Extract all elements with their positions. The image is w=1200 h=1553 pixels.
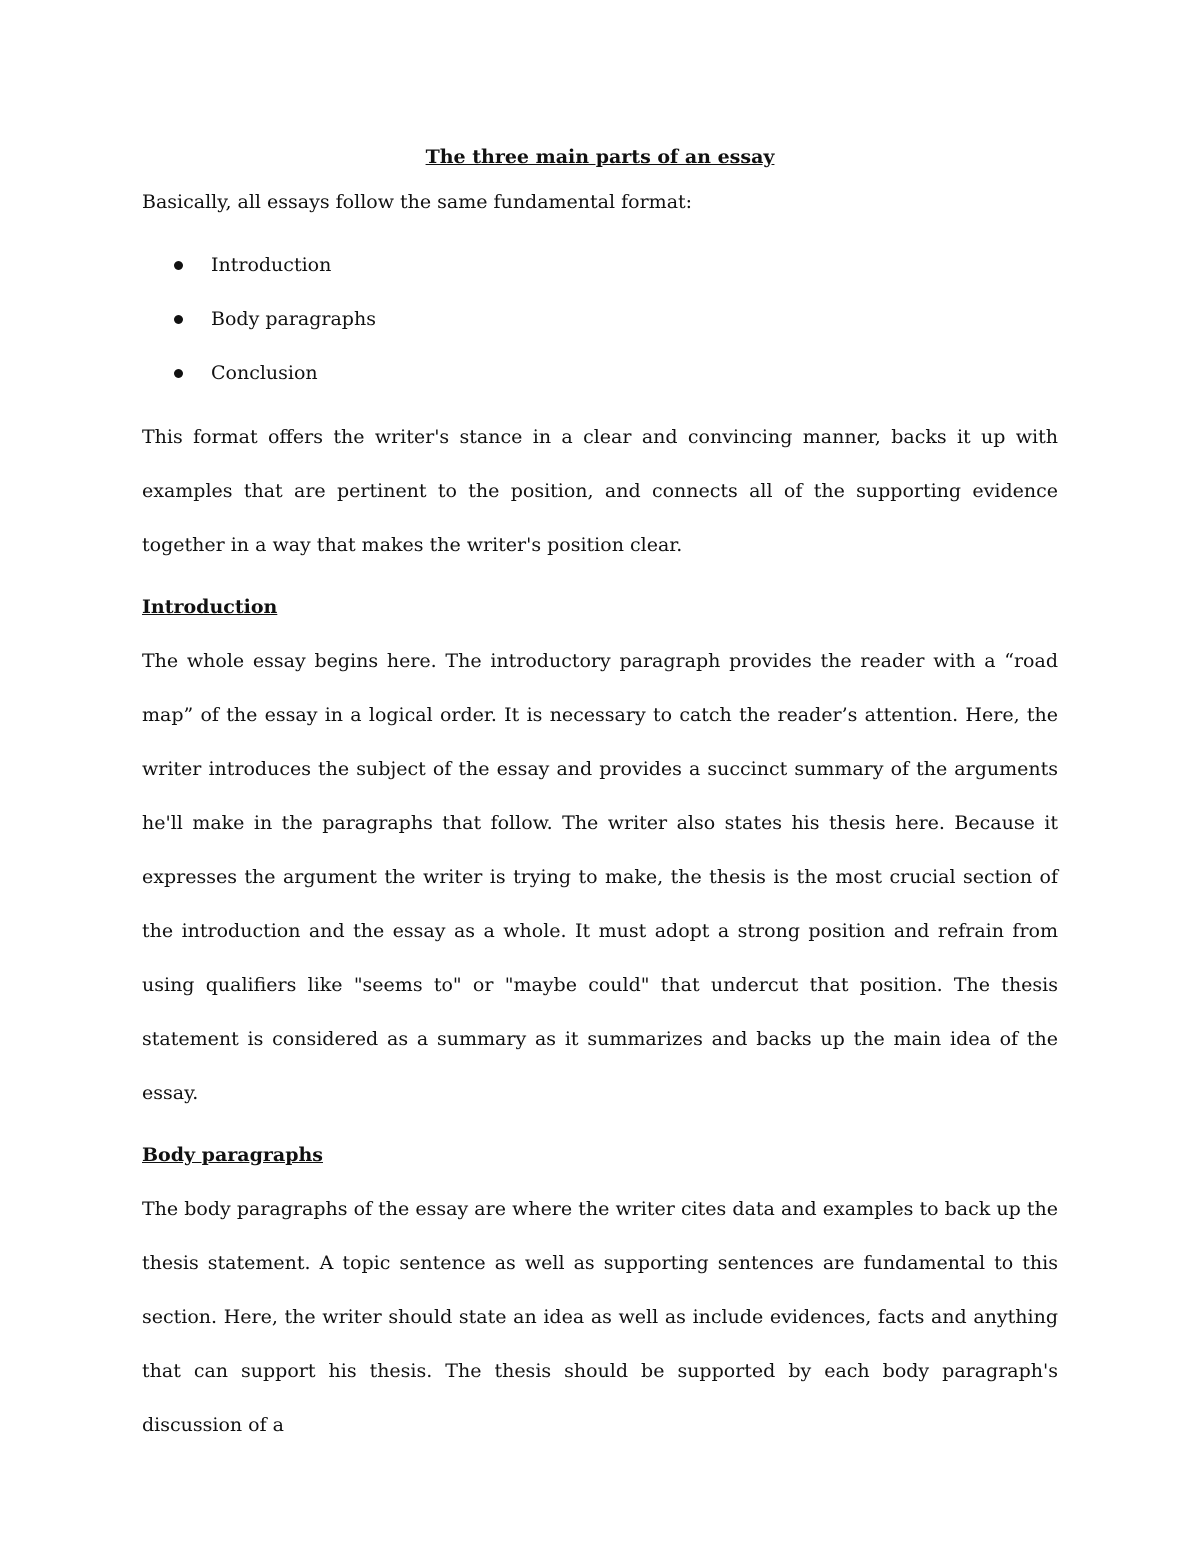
list-item-label: Body paragraphs: [211, 308, 376, 330]
bullet-icon: [174, 315, 183, 324]
parts-list: [142, 238, 1058, 400]
list-item-label: Introduction: [211, 254, 332, 276]
lead-sentence: Basically, all essays follow the same fundamental format:: [142, 191, 693, 213]
section-heading-introduction: Introduction: [142, 596, 278, 618]
body-paragraphs-paragraph: The body paragraphs of the essay are where the writer cites data and examples to back up the thesis statement. A topic sentence as well as supporting sentences are fundamental to this section. Here, the writer should state an idea as well as include evidences, facts and anything that can support his thesis. The thesis should be supported by each body paragraph's discussion of a: [142, 1198, 1058, 1436]
format-paragraph: This format offers the writer's stance in a clear and convincing manner, backs it up with examples that are pertinent to the position, and connects all of the supporting evidence together in a way that makes the writer's position clear.: [142, 426, 1058, 556]
list-item-label: Conclusion: [211, 362, 318, 384]
document-title: The three main parts of an essay: [425, 146, 775, 168]
bullet-icon: [174, 369, 183, 378]
list-item: [142, 292, 1058, 346]
list-item: [142, 238, 1058, 292]
introduction-paragraph: The whole essay begins here. The introductory paragraph provides the reader with a “road map” of the essay in a logical order. It is necessary to catch the reader’s attention. Here, the writer introduces the subject of the essay and provides a succinct summary of the arguments he'll make in the paragraphs that follow. The writer also states his thesis here. Because it expresses the argument the writer is trying to make, the thesis is the most crucial section of the introduction and the essay as a whole. It must adopt a strong position and refrain from using qualifiers like "seems to" or "maybe could" that undercut that position. The thesis statement is considered as a summary as it summarizes and backs up the main idea of the essay.: [142, 650, 1058, 1104]
list-item: [142, 346, 1058, 400]
bullet-icon: [174, 261, 183, 270]
document-body: [142, 138, 1058, 1452]
section-heading-body-paragraphs: Body paragraphs: [142, 1144, 323, 1166]
